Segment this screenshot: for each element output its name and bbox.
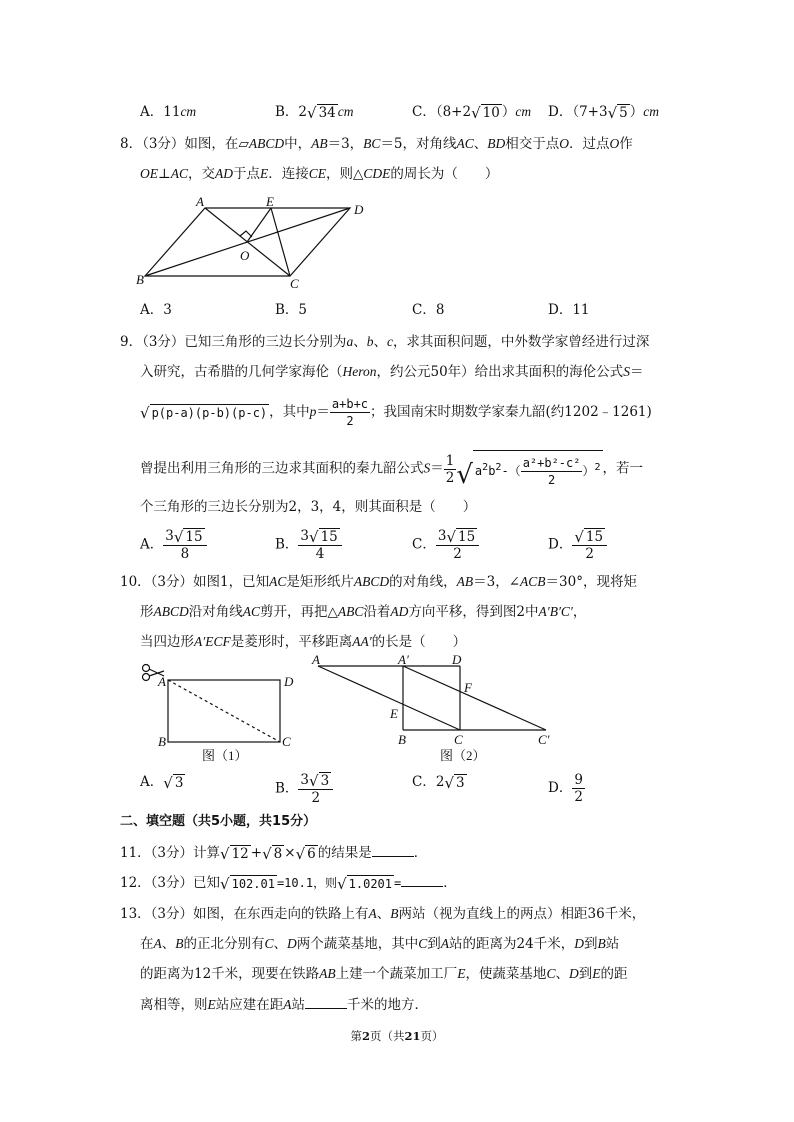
segment-ce <box>271 208 290 276</box>
option-label: C． <box>412 104 436 120</box>
q13-stem-line1: 13．（3分）如图，在东西走向的铁路上有A、B两站（视为直线上的两点）相距36千米， <box>120 906 646 922</box>
q9-stem-line5: 个三角形的三边长分别为2，3，4，则其面积是（ ） <box>140 499 477 515</box>
radical: √ 34 <box>307 104 336 122</box>
q10-option-c: C．2 √ 3 <box>412 774 465 792</box>
point-label-c-prime: C′ <box>538 732 550 747</box>
q8-stem-line1: 8．（3分）如图，在▱ABCD中，AB＝3，BC＝5，对角线AC、BD相交于点O．过点O作 <box>120 136 633 152</box>
q10-stem-line1: 10．（3分）如图1，已知AC是矩形纸片ABCD的对角线，AB＝3，∠ACB＝30°，现将矩 <box>120 574 637 590</box>
q12-stem: 12．（3分）已知 √ 102.01 =10.1，则 √ 1.0201 = ． <box>120 872 457 893</box>
qin-radical: √ $a^2b^2-$（ $\frac{\text{a²+b²-c²}}{2}$ ）$^2$ <box>456 450 602 488</box>
q10-option-d: D． $\frac{9}{2}$ <box>548 772 583 805</box>
q13-stem-line2: 在A、B的正北分别有C、D两个蔬菜基地，其中C到A站的距离为24千米，D到B站 <box>140 936 620 952</box>
q8-option-d: D．11 <box>548 302 590 318</box>
point-label-a: A <box>196 194 204 209</box>
point-label-e: E <box>266 194 274 209</box>
fraction-inner: $\frac{\text{a²+b²-c²}}{2}$ <box>522 456 581 487</box>
radical: √ 10 <box>471 104 500 122</box>
q10-stem-line2: 形ABCD沿对角线AC剪开，再把△ABC沿着AD方向平移，得到图2中A′B′C′， <box>140 604 587 620</box>
option-label: A． <box>140 104 164 120</box>
point-label-f: F <box>464 680 472 695</box>
point-label-c: C <box>454 732 463 747</box>
q8-option-a: A．3 <box>140 302 172 318</box>
point-label-d: D <box>284 674 294 689</box>
option-label: B． <box>275 104 299 120</box>
point-label-d: D <box>452 652 462 667</box>
q9-stem-line1: 9．（3分）已知三角形的三边长分别为a、b、c，求其面积问题，中外数学家曾经进行过深 <box>120 334 650 350</box>
page-number: 2 <box>361 1029 370 1043</box>
q9-option-d: D． √ 15 2 <box>548 528 607 562</box>
q13-stem-line4: 离相等，则E站应建在距A站 千米的地方． <box>140 994 428 1015</box>
point-label-a: A <box>158 674 166 689</box>
q10-figure-2 <box>306 652 556 766</box>
expr: ） <box>629 104 644 120</box>
page-footer: 第2页（共21页） <box>350 1029 444 1043</box>
point-label-a: A <box>312 652 320 667</box>
dashed-diagonal-ac <box>168 680 280 742</box>
q9-option-c: C． 3 √ 15 2 <box>412 528 479 562</box>
q13-stem-line3: 的距离为12千米，现要在铁路AB上建一个蔬菜加工厂E，使蔬菜基地C、D到E的距 <box>140 966 628 982</box>
q9-stem-line2: 入研究，古希腊的几何学家海伦（Heron，约公元50年）给出求其面积的海伦公式S＝ <box>140 364 644 380</box>
radicand: 5 <box>619 105 628 121</box>
radicand: 10 <box>482 105 500 121</box>
point-label-c: C <box>282 734 291 749</box>
expr: ） <box>501 104 516 120</box>
segment-oe <box>247 208 271 242</box>
figure-caption: 图（1） <box>202 748 248 763</box>
section-heading: 二、填空题（共5小题，共15分） <box>120 814 317 829</box>
q9-option-a: A． 3 √ 15 8 <box>140 528 207 562</box>
segment-a1c1 <box>403 666 546 730</box>
point-label-a-prime: A′ <box>398 652 409 667</box>
point-label-b: B <box>398 732 406 747</box>
answer-blank[interactable] <box>305 994 347 1009</box>
option-value: 11 <box>163 104 181 120</box>
page-total: 21 <box>404 1029 421 1043</box>
q8-stem-line2: OE⊥AC，交AD于点E．连接CE，则△CDE的周长为（ ） <box>140 166 499 182</box>
expr: （7+3 <box>572 104 608 120</box>
q10-option-a: A． √ 3 <box>140 774 184 792</box>
point-label-c: C <box>290 276 299 291</box>
answer-blank[interactable] <box>372 842 414 857</box>
fraction-p: $\frac{a+b+c}{2}$ <box>331 397 369 428</box>
q7-option-b <box>275 102 354 122</box>
q8-option-b: B．5 <box>275 302 308 318</box>
q8-option-c: C．8 <box>412 302 445 318</box>
right-angle-mark <box>240 231 252 237</box>
expr: （8+2 <box>435 104 472 120</box>
radical: √ 5 <box>607 104 628 122</box>
point-label-o: O <box>240 248 250 263</box>
q11-stem: 11．（3分）计算 √ 12 + √ 8 × √ 6 的结果是 ． <box>120 842 427 863</box>
q7-option-d <box>548 102 659 122</box>
q10-figure-1 <box>136 660 298 766</box>
fraction-half: $\frac{1}{2}$ <box>445 452 455 486</box>
parallelogram-symbol: ▱ <box>238 136 249 152</box>
coef: 2 <box>298 104 308 120</box>
unit: cm <box>515 104 532 119</box>
q9-stem-line4: 曾提出利用三角形的三边求其面积的秦九韶公式S＝ $\frac{1}{2}$ √ $a^2b^2-$（ $\frac{\text{a²+b²-c²}}{2}$ ）$^2$ ，若一 <box>140 450 643 488</box>
q10-stem-line3: 当四边形A′ECF是菱形时，平移距离AA′的长是（ ） <box>140 634 467 650</box>
q9-option-b: B． 3 √ 15 4 <box>275 528 342 562</box>
figure-caption: 图（2） <box>440 748 486 763</box>
point-label-d: D <box>354 202 364 217</box>
radicand: p(p-a)(p-b)(p-c) <box>151 406 268 420</box>
q10-option-b: B． 3 √ 3 2 <box>275 772 333 806</box>
point-label-b: B <box>136 272 144 287</box>
q7-option-c <box>412 102 531 122</box>
heron-radical: √ p(p-a)(p-b)(p-c) <box>140 404 268 422</box>
q9-stem-line3: √ p(p-a)(p-b)(p-c) ，其中p＝ $\frac{a+b+c}{2}$ ；我国南宋时期数学家秦九韶(约1202﹣1261) <box>140 397 652 428</box>
unit: cm <box>180 104 197 119</box>
answer-blank[interactable] <box>401 872 443 887</box>
point-label-b: B <box>158 734 166 749</box>
point-label-e: E <box>390 706 398 721</box>
unit: cm <box>643 104 659 119</box>
q7-option-a <box>140 102 196 122</box>
segment-ac <box>318 666 460 730</box>
q8-parallelogram-figure <box>130 192 370 292</box>
unit: cm <box>337 104 354 119</box>
radicand: 34 <box>318 105 336 121</box>
option-label: D． <box>548 104 573 120</box>
